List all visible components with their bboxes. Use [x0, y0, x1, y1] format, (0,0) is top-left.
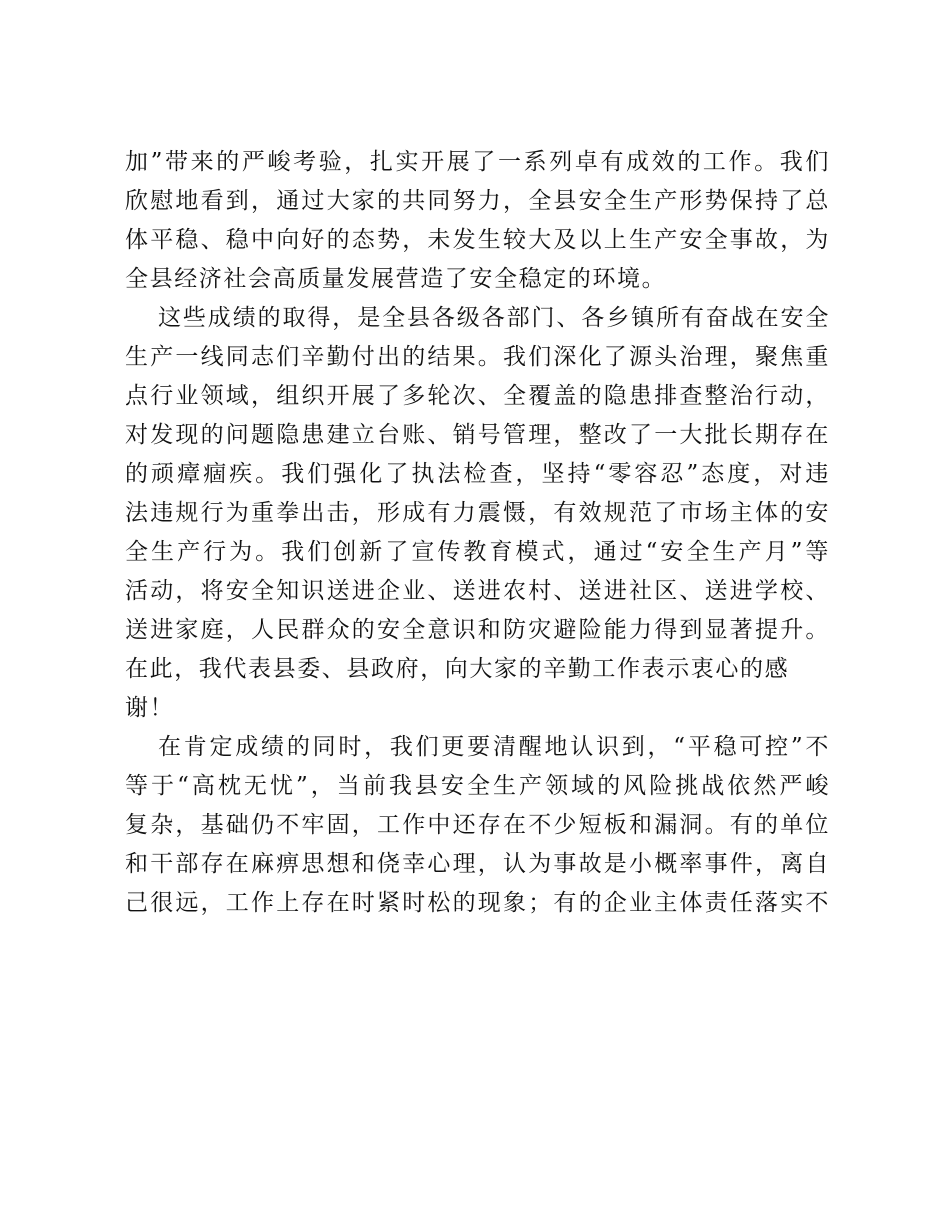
paragraph-line: 点行业领域，组织开展了多轮次、全覆盖的隐患排查整治行动，: [125, 383, 830, 409]
paragraph-line: 等于“高枕无忧”，当前我县安全生产领域的风险挑战依然严峻: [125, 773, 830, 799]
paragraph-line: 全县经济社会高质量发展营造了安全稳定的环境。: [125, 266, 667, 292]
paragraph-line: 在此，我代表县委、县政府，向大家的辛勤工作表示衷心的感: [125, 656, 790, 682]
paragraph-line: 的顽瘴痼疾。我们强化了执法检查，坚持“零容忍”态度，对违: [125, 461, 830, 487]
paragraph-line: 全生产行为。我们创新了宣传教育模式，通过“安全生产月”等: [125, 539, 830, 565]
paragraph-line: 在肯定成绩的同时，我们更要清醒地认识到，“平稳可控”不: [158, 734, 830, 760]
paragraph-3: [125, 728, 830, 923]
paragraph-1: [125, 143, 830, 299]
paragraph-line: 活动，将安全知识送进企业、送进农村、送进社区、送进学校、: [125, 578, 830, 604]
paragraph-line: 这些成绩的取得，是全县各级各部门、各乡镇所有奋战在安全: [158, 305, 830, 331]
paragraph-line: 对发现的问题隐患建立台账、销号管理，整改了一大批长期存在: [125, 422, 830, 448]
paragraph-line: 谢！: [125, 695, 175, 721]
paragraph-line: 体平稳、稳中向好的态势，未发生较大及以上生产安全事故，为: [125, 227, 830, 253]
paragraph-line: 和干部存在麻痹思想和侥幸心理，认为事故是小概率事件，离自: [125, 851, 830, 877]
paragraph-line: 复杂，基础仍不牢固，工作中还存在不少短板和漏洞。有的单位: [125, 812, 830, 838]
paragraph-line: 己很远，工作上存在时紧时松的现象；有的企业主体责任落实不: [125, 890, 830, 916]
paragraph-line: 送进家庭，人民群众的安全意识和防灾避险能力得到显著提升。: [125, 617, 830, 643]
paragraph-line: 加”带来的严峻考验，扎实开展了一系列卓有成效的工作。我们: [125, 149, 830, 175]
paragraph-2: [125, 299, 830, 728]
paragraph-line: 欣慰地看到，通过大家的共同努力，全县安全生产形势保持了总: [125, 188, 830, 214]
document-body: [125, 143, 830, 923]
paragraph-line: 生产一线同志们辛勤付出的结果。我们深化了源头治理，聚焦重: [125, 344, 830, 370]
paragraph-line: 法违规行为重拳出击，形成有力震慑，有效规范了市场主体的安: [125, 500, 830, 526]
